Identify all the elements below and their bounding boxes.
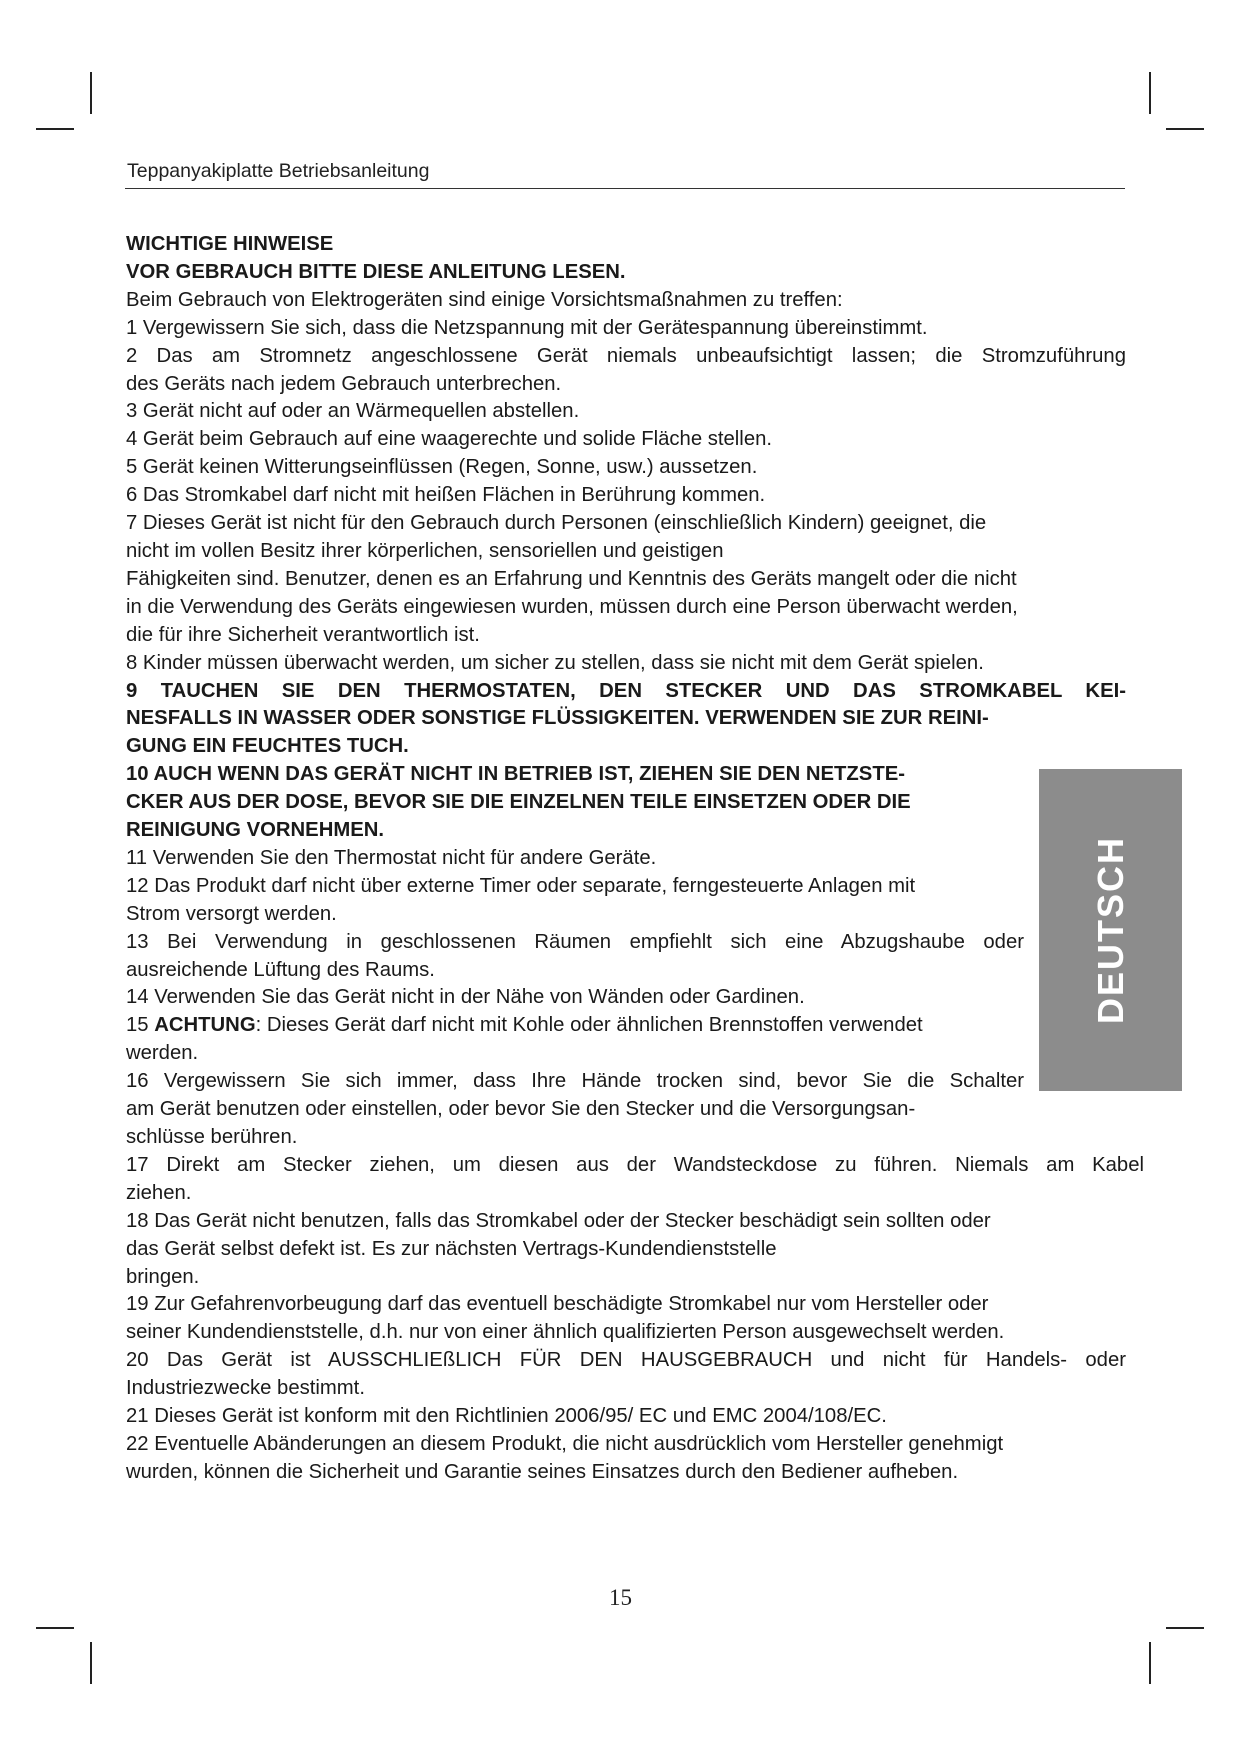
item-18-line-2: das Gerät selbst defekt ist. Es zur nächsten Vertrags-Kundendienststelle [126,1237,777,1260]
item-15-line-2: werden. [126,1042,199,1065]
item-17-line-1: 17 Direkt am Stecker ziehen, um diesen aus der Wandsteckdose zu führen. Niemals am Kabel [126,1153,1144,1176]
item-16-line-3: schlüsse berühren. [126,1126,298,1148]
item-14: 14 Verwenden Sie das Gerät nicht in der Nähe von Wänden oder Gardinen. [126,986,805,1009]
item-2-line-2: des Geräts nach jedem Gebrauch unterbrechen. [126,372,562,395]
item-11: 11 Verwenden Sie den Thermostat nicht für andere Geräte. [126,846,657,869]
item-3: 3 Gerät nicht auf oder an Wärmequellen abstellen. [126,400,580,423]
item-8: 8 Kinder müssen überwacht werden, um sicher zu stellen, dass sie nicht mit dem Gerät spielen. [126,651,984,674]
item-13-line-2: ausreichende Lüftung des Raums. [126,958,435,981]
crop-mark-bottom-right-horizontal [1166,1627,1204,1629]
crop-mark-bottom-left-horizontal [36,1627,74,1629]
item-7-line-5: die für ihre Sicherheit verantwortlich ist. [126,623,480,646]
item-15-line-1 [126,1012,1024,1040]
item-4: 4 Gerät beim Gebrauch auf eine waagerechte und solide Fläche stellen. [126,428,773,451]
item-19-line-1: 19 Zur Gefahrenvorbeugung darf das eventuell beschädigte Stromkabel nur vom Hersteller oder [126,1293,989,1316]
item-9-line-2: NESFALLS IN WASSER ODER SONSTIGE FLÜSSIGKEITEN. VERWENDEN SIE ZUR REINI- [126,707,989,730]
item-18-line-3: bringen. [126,1265,200,1288]
item-5: 5 Gerät keinen Witterungseinflüssen (Regen, Sonne, usw.) aussetzen. [126,456,758,479]
item-21: 21 Dieses Gerät ist konform mit den Richtlinien 2006/95/ EC und EMC 2004/108/EC. [126,1405,887,1428]
item-10-line-1: 10 AUCH WENN DAS GERÄT NICHT IN BETRIEB IST, ZIEHEN SIE DEN NETZSTE- [126,763,906,786]
item-22-line-1: 22 Eventuelle Abänderungen an diesem Produkt, die nicht ausdrücklich vom Hersteller genehmigt [126,1432,1004,1455]
crop-mark-top-left-horizontal [36,128,74,130]
crop-mark-top-left-vertical [90,72,92,114]
item-20-line-1: 20 Das Gerät ist AUSSCHLIEßLICH FÜR DEN HAUSGEBRAUCH und nicht für Handels- oder [126,1349,1126,1372]
item-6: 6 Das Stromkabel darf nicht mit heißen Flächen in Berührung kommen. [126,484,766,507]
item-10-line-3: REINIGUNG VORNEHMEN. [126,819,385,842]
item-12-line-2: Strom versorgt werden. [126,902,337,925]
crop-mark-top-right-vertical [1149,72,1151,114]
crop-mark-top-right-horizontal [1166,128,1204,130]
item-7-line-3: Fähigkeiten sind. Benutzer, denen es an Erfahrung und Kenntnis des Geräts mangelt oder die nicht [126,567,1017,590]
safety-instructions [126,231,1144,1487]
item-15-number: 15 [126,1014,149,1037]
page-number: 15 [609,1585,632,1610]
header-rule [125,188,1125,189]
language-side-tab-label: DEUTSCH [1089,835,1131,1025]
item-19-line-2: seiner Kundendienststelle, d.h. nur von einer ähnlich qualifizierten Person ausgewechselt werden. [126,1321,1005,1344]
item-13-line-1: 13 Bei Verwendung in geschlossenen Räumen empfiehlt sich eine Abzugshaube oder [126,930,1024,953]
item-10-line-2: CKER AUS DER DOSE, BEVOR SIE DIE EINZELNEN TEILE EINSETZEN ODER DIE [126,791,911,814]
item-7-line-2: nicht im vollen Besitz ihrer körperlichen, sensoriellen und geistigen [126,539,724,562]
item-2-line-1: 2 Das am Stromnetz angeschlossene Gerät niemals unbeaufsichtigt lassen; die Stromzuführung [126,344,1126,367]
intro-text: Beim Gebrauch von Elektrogeräten sind einige Vorsichtsmaßnahmen zu treffen: [126,288,843,311]
crop-mark-bottom-right-vertical [1149,1642,1151,1684]
section-title: WICHTIGE HINWEISE [126,233,334,255]
item-7-line-4: in die Verwendung des Geräts eingewiesen wurden, müssen durch eine Person überwacht werden, [126,595,1018,618]
running-title: Teppanyakiplatte Betriebsanleitung [127,160,430,182]
item-9-line-1: 9 TAUCHEN SIE DEN THERMOSTATEN, DEN STECKER UND DAS STROMKABEL KEI- [126,679,1126,702]
item-15-warning: ACHTUNG [154,1014,256,1037]
item-22-line-2: wurden, können die Sicherheit und Garantie seines Einsatzes durch den Bediener aufheben. [126,1460,959,1483]
item-12-line-1: 12 Das Produkt darf nicht über externe Timer oder separate, ferngesteuerte Anlagen mit [126,874,916,897]
section-subtitle: VOR GEBRAUCH BITTE DIESE ANLEITUNG LESEN. [126,260,626,283]
item-1: 1 Vergewissern Sie sich, dass die Netzspannung mit der Gerätespannung übereinstimmt. [126,316,928,339]
item-16-line-2: am Gerät benutzen oder einstellen, oder bevor Sie den Stecker und die Versorgungsan- [126,1098,916,1121]
item-9-line-3: GUNG EIN FEUCHTES TUCH. [126,735,409,758]
item-7-line-1: 7 Dieses Gerät ist nicht für den Gebrauch durch Personen (einschließlich Kindern) geeignet, die [126,512,987,535]
crop-mark-bottom-left-vertical [90,1642,92,1684]
item-20-line-2: Industriezwecke bestimmt. [126,1377,365,1400]
item-15-text: : Dieses Gerät darf nicht mit Kohle oder ähnlichen Brennstoffen verwendet [255,1014,923,1037]
item-17-line-2: ziehen. [126,1181,192,1204]
item-16-line-1: 16 Vergewissern Sie sich immer, dass Ihre Hände trocken sind, bevor Sie die Schalter [126,1070,1024,1093]
item-18-line-1: 18 Das Gerät nicht benutzen, falls das Stromkabel oder der Stecker beschädigt sein sollten oder [126,1209,991,1232]
